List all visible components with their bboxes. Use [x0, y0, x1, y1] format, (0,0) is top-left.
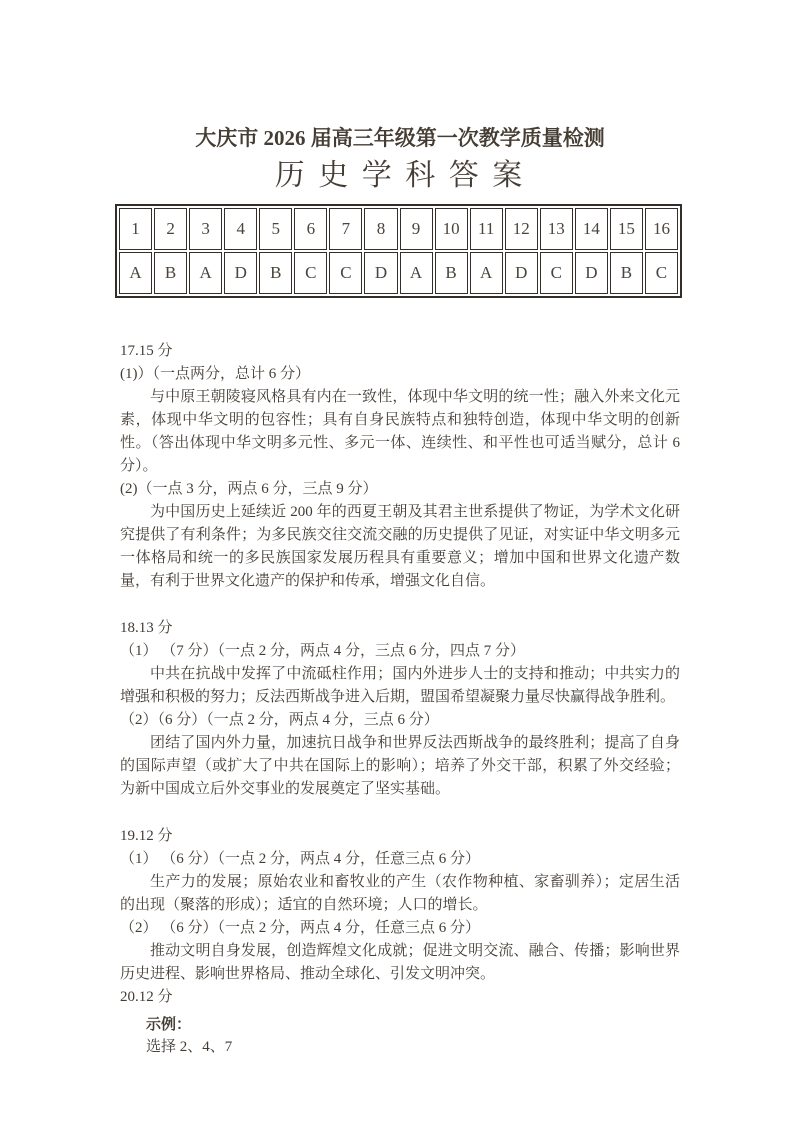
answer-letter-cell: A: [119, 252, 152, 294]
q18-part1-label: （1） （7 分）（一点 2 分，两点 4 分，三点 6 分，四点 7 分）: [120, 643, 526, 659]
answer-number-cell: 10: [435, 208, 468, 250]
q17-part1-answer: 与中原王朝陵寝风格具有内在一致性，体现中华文明的统一性；融入外来文化元素，体现中华文明的包容性；具有自身民族特点和独特创造，体现中华文明的创新性。（答出体现中华文明多元性、多元一体、连续性、和平性也可适当赋分，总计 6 分）。: [120, 389, 680, 474]
answer-letter-cell: A: [189, 252, 222, 294]
answer-number-cell: 4: [224, 208, 257, 250]
answer-number-cell: 7: [329, 208, 362, 250]
answer-number-cell: 1: [119, 208, 152, 250]
answer-letter-cell: B: [435, 252, 468, 294]
answer-key-table-body: [119, 208, 678, 294]
answer-letter-cell: A: [400, 252, 433, 294]
answer-letter-cell: D: [505, 252, 538, 294]
answer-letter-cell: B: [259, 252, 292, 294]
section-q20: [120, 986, 680, 1059]
answer-number-cell: 14: [575, 208, 608, 250]
q18-part1-answer: 中共在抗战中发挥了中流砥柱作用；国内外进步人士的支持和推动；中共实力的增强和积极的努力；反法西斯战争进入后期，盟国希望凝聚力量尽快赢得战争胜利。: [120, 666, 680, 705]
section-q17: [120, 340, 680, 593]
q19-part2-answer: 推动文明自身发展，创造辉煌文化成就；促进文明交流、融合、传播；影响世界历史进程、影响世界格局、推动全球化、引发文明冲突。: [120, 943, 680, 982]
answer-number-cell: 11: [470, 208, 503, 250]
answer-letter-cell: D: [224, 252, 257, 294]
answer-number-cell: 8: [364, 208, 397, 250]
answer-letter-cell: C: [329, 252, 362, 294]
q17-part2-answer: 为中国历史上延续近 200 年的西夏王朝及其君主世系提供了物证，为学术文化研究提供了有利条件；为多民族交往交流交融的历史提供了见证，对实证中华文明多元一体格局和统一的多民族国家发展历程具有重要意义；增加中国和世界文化遗产数量，有利于世界文化遗产的保护和传承，增强文化自信。: [120, 504, 680, 589]
answer-letter-cell: C: [645, 252, 678, 294]
document-title: 大庆市 2026 届高三年级第一次教学质量检测: [195, 126, 605, 150]
answer-key-table: [115, 204, 682, 298]
q17-part2-label: (2)（一点 3 分，两点 6 分，三点 9 分）: [120, 481, 378, 497]
answer-letter-cell: D: [364, 252, 397, 294]
answer-number-cell: 5: [259, 208, 292, 250]
question-20-heading: 20.12 分: [120, 989, 173, 1005]
answer-number-cell: 9: [400, 208, 433, 250]
answer-letter-cell: B: [610, 252, 643, 294]
q20-example-label: 示例：: [146, 1016, 192, 1033]
answer-number-cell: 13: [540, 208, 573, 250]
answer-letter-cell: C: [294, 252, 327, 294]
answer-letter-cell: A: [470, 252, 503, 294]
q19-part1-answer: 生产力的发展；原始农业和畜牧业的产生（农作物种植、家畜驯养）；定居生活的出现（聚落的形成）；适宜的自然环境；人口的增长。: [120, 874, 680, 913]
answer-number-cell: 2: [154, 208, 187, 250]
section-q19: [120, 825, 680, 986]
document-subtitle: 历 史 学 科 答 案: [274, 159, 526, 192]
answer-number-cell: 16: [645, 208, 678, 250]
question-18-heading: 18.13 分: [120, 620, 173, 636]
answer-number-cell: 12: [505, 208, 538, 250]
answer-table-answer-row: [119, 252, 678, 294]
q18-part2-answer: 团结了国内外力量，加速抗日战争和世界反法西斯战争的最终胜利；提高了自身的国际声望（或扩大了中共在国际上的影响）；培养了外交干部，积累了外交经验；为新中国成立后外交事业的发展奠定了坚实基础。: [120, 735, 680, 797]
answer-table-number-row: [119, 208, 678, 250]
q19-part1-label: （1） （6 分）（一点 2 分，两点 4 分，任意三点 6 分）: [120, 851, 481, 867]
q18-part2-label: （2）（6 分）（一点 2 分，两点 4 分，三点 6 分）: [120, 712, 439, 728]
answer-letter-cell: C: [540, 252, 573, 294]
q20-example-text: 选择 2、4、7: [146, 1039, 233, 1055]
question-17-heading: 17.15 分: [120, 343, 173, 359]
answer-number-cell: 15: [610, 208, 643, 250]
answer-letter-cell: D: [575, 252, 608, 294]
answer-letter-cell: B: [154, 252, 187, 294]
q19-part2-label: （2） （6 分）（一点 2 分，两点 4 分，任意三点 6 分）: [120, 920, 481, 936]
answer-number-cell: 6: [294, 208, 327, 250]
answer-number-cell: 3: [189, 208, 222, 250]
q17-part1-label: (1)）（一点两分，总计 6 分）: [120, 366, 310, 382]
question-19-heading: 19.12 分: [120, 828, 173, 844]
section-q18: [120, 617, 680, 801]
